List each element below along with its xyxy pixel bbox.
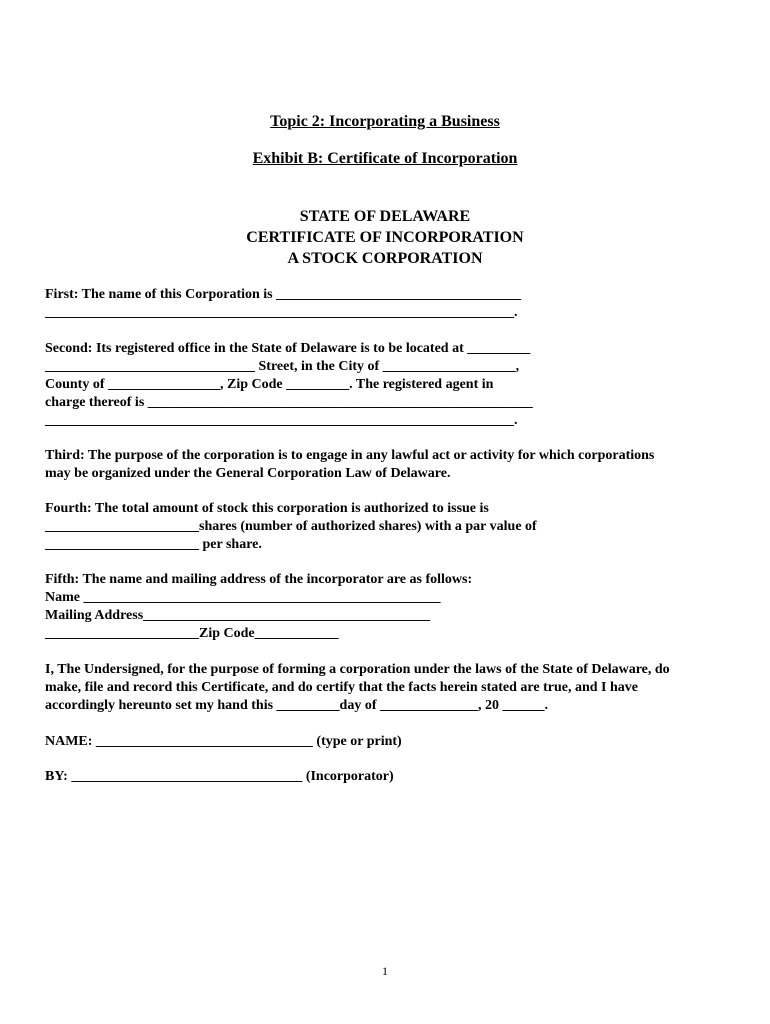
signature-name-line: NAME: _______________________________ (type or print): [45, 734, 402, 749]
fifth-line-2: Name ___________________________________________________: [45, 590, 441, 605]
second-line-1: Second: Its registered office in the State of Delaware is to be located at _________: [45, 341, 531, 356]
exhibit-heading: [0, 149, 770, 169]
signature-by-block: [45, 768, 735, 786]
certificate-title: [0, 206, 770, 269]
signature-by-line: BY: _________________________________ (Incorporator): [45, 769, 394, 784]
article-first: [45, 286, 735, 322]
page-number: 1: [382, 964, 388, 978]
article-fifth: [45, 571, 735, 643]
fifth-line-4: ______________________Zip Code____________: [45, 626, 339, 641]
third-line-2: may be organized under the General Corporation Law of Delaware.: [45, 466, 451, 481]
title-line-3: A STOCK CORPORATION: [287, 250, 483, 267]
third-line-1: Third: The purpose of the corporation is to engage in any lawful act or activity for which corporations: [45, 448, 655, 463]
exhibit-heading-text: Exhibit B: Certificate of Incorporation: [252, 150, 518, 167]
undersigned-statement: [45, 661, 735, 715]
fifth-line-1: Fifth: The name and mailing address of the incorporator are as follows:: [45, 572, 473, 587]
article-fourth: [45, 500, 735, 554]
title-line-1: STATE OF DELAWARE: [299, 208, 471, 225]
fourth-line-2: ______________________shares (number of authorized shares) with a par value of: [45, 519, 537, 534]
topic-heading: [0, 112, 770, 132]
first-line-2: ___________________________________________________________________.: [45, 305, 518, 320]
topic-heading-text: Topic 2: Incorporating a Business: [270, 113, 500, 130]
undersigned-line-3: accordingly hereunto set my hand this _________day of ______________, 20 ______.: [45, 698, 548, 713]
title-line-2: CERTIFICATE OF INCORPORATION: [246, 229, 524, 246]
second-line-5: ___________________________________________________________________.: [45, 413, 518, 428]
second-line-2: ______________________________ Street, in the City of ___________________,: [45, 359, 520, 374]
fifth-line-3: Mailing Address_________________________________________: [45, 608, 431, 623]
undersigned-line-2: make, file and record this Certificate, and do certify that the facts herein stated are true, and I have: [45, 680, 638, 695]
first-line-1: First: The name of this Corporation is ___________________________________: [45, 287, 522, 302]
fourth-line-1: Fourth: The total amount of stock this corporation is authorized to issue is: [45, 501, 489, 516]
fourth-line-3: ______________________ per share.: [45, 537, 262, 552]
signature-name-block: [45, 733, 735, 751]
article-third: [45, 447, 735, 483]
second-line-4: charge thereof is _______________________________________________________: [45, 395, 533, 410]
undersigned-line-1: I, The Undersigned, for the purpose of forming a corporation under the laws of the State of Delaware, do: [45, 662, 670, 677]
article-second: [45, 340, 735, 430]
second-line-3: County of ________________, Zip Code _________. The registered agent in: [45, 377, 494, 392]
